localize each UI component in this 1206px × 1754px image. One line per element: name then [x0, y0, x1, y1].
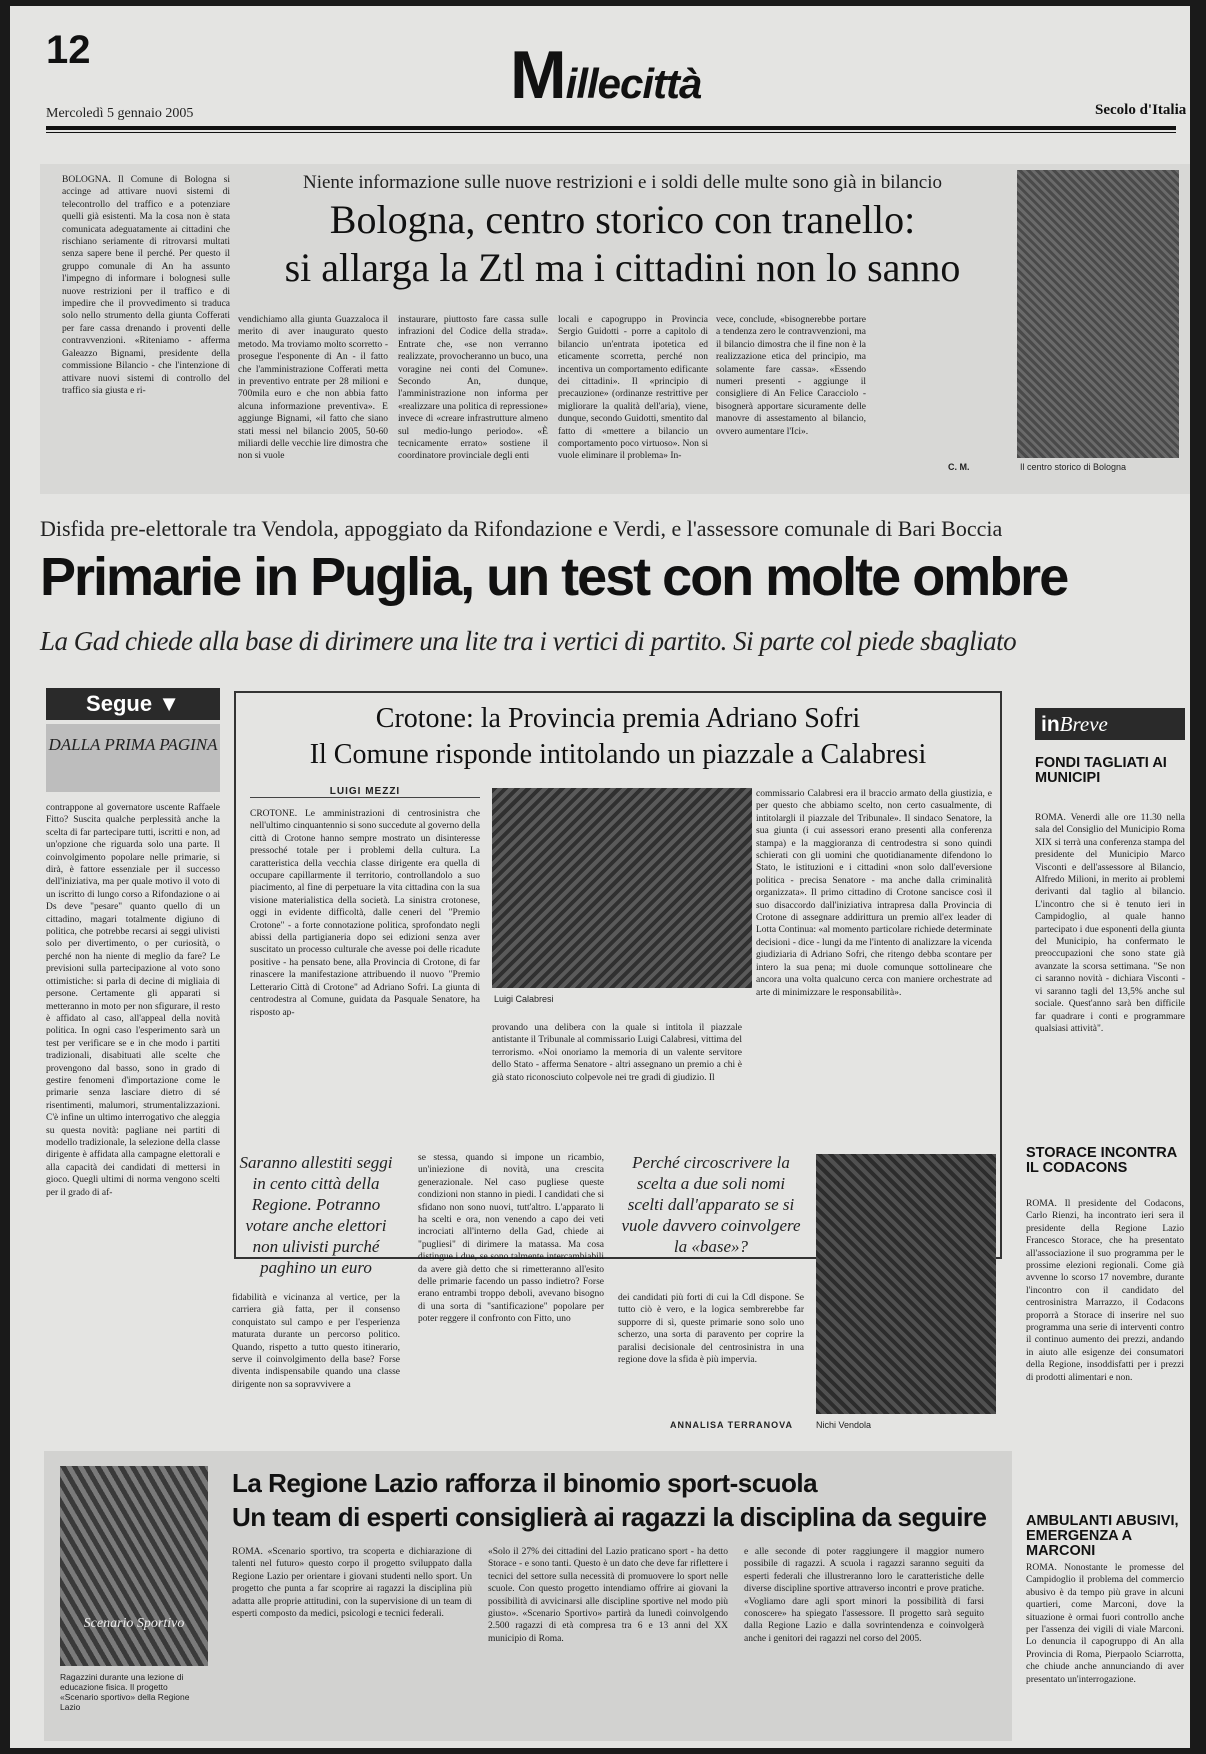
bologna-headline — [235, 196, 1010, 292]
puglia-deck: La Gad chiede alla base di dirimere una lite tra i vertici di partito. Si parte col piede sbagliato — [40, 626, 1017, 656]
lazio-headline — [232, 1466, 1002, 1534]
puglia-column-mid-b: se stessa, quando si impone un ricambio, un'iniezione di novità, una crescita generazionale. Nel caso pugliese queste condizioni non stanno in piedi. I candidati che si sfidano non sono nuovi, tutt'altro. L'apparato li ha scelti e ora, non venendo a capo dei veti incrociati all'interno della Gad, chiede ai "pugliesi" di dirimere la matassa. Ma cosa distingue i due, se sono talmente intercambiabili da avere già detto che si rimetteranno all'esito delle primarie facendo un passo indietro? Forse erano entrambi troppo deboli, avevano bisogno di una sorta di "santificazione" popolare per poter reggere il confronto con Fitto, uno — [418, 1153, 604, 1325]
lazio-photo-caption: Ragazzini durante una lezione di educazione fisica. Il progetto «Scenario sportivo» della Regione Lazio — [60, 1672, 190, 1712]
vendola-photo — [816, 1154, 996, 1414]
scenario-sportivo-photo — [60, 1466, 208, 1666]
brief-1-text: ROMA. Venerdì alle ore 11.30 nella sala del Consiglio del Municipio Roma XIX si terrà una conferenza stampa del presidente del Municipio Marco Visconti e dell'assessore al Bilancio, Alfredo Milioni, in merito ai problemi derivanti dal taglio al bilancio. L'incontro che si è tenuto ieri in Campidoglio, al quale hanno partecipato i due esponenti della giunta del Municipio, ha confermato le preoccupazioni che sono state già avanzate la scorsa settimana. "Se non ci saranno novità - dichiara Visconti - vi saranno tagli del 13,5% anche sul sociale. Quest'anno sarà ben difficile far quadrare i conti e programmare qualsiasi attività". — [1035, 813, 1185, 1034]
vendola-photo-caption: Nichi Vendola — [816, 1420, 872, 1430]
bologna-signature: C. M. — [948, 462, 970, 472]
segue-text: Segue — [86, 691, 153, 716]
newspaper-page — [10, 6, 1190, 1748]
masthead-rule-thin — [46, 132, 1176, 133]
puglia-pull-quote: Saranno allestiti seggi in cento città della Regione. Potranno votare anche elettori non ulivisti purché paghino un euro — [239, 1153, 393, 1277]
lazio-column-2: «Solo il 27% dei cittadini del Lazio praticano sport - ha detto Storace - e sono tanti. Questo è un dato che deve far riflettere i tecnici del settore sulla necessità di promuovere lo sport nelle scuole. Con questo progetto intendiamo offrire ai giovani la possibilità di avvicinarsi alle discipline sportive nel modo più giusto». «Scenario Sportivo» partirà da lunedì coinvolgendo 2.500 ragazzi di età compresa tra 6 e 13 anni del XX municipio di Roma. — [488, 1547, 728, 1644]
lazio-headline-line1: La Regione Lazio rafforza il binomio sport-scuola — [232, 1468, 818, 1498]
puglia-column-mid-c: dei candidati più forti di cui la Cdl dispone. Se tutto ciò è vero, e la logica sembrerebbe far supporre di sì, queste primarie sono solo uno scherzo, una sorta di paravento per coprire la paralisi decisionale del centrosinistra in una regione dove la sfida è più impervia. — [618, 1293, 804, 1366]
puglia-signature: ANNALISA TERRANOVA — [670, 1420, 793, 1430]
brief-2-title: STORACE INCONTRA IL CODACONS — [1026, 1145, 1177, 1176]
brief-3-title: AMBULANTI ABUSIVI, EMERGENZA A MARCONI — [1026, 1513, 1179, 1559]
puglia-column-mid-a: fidabilità e vicinanza al vertice, per la carriera già fatta, per il consenso conquistato sul campo e per l'esperienza maturata durante un percorso politico. Quando, rispetto a tutto questo itinerario, serve il coinvolgimento della base? Forse diventa indispensabile quando una classe dirigente non sa sopravvivere a — [232, 1293, 400, 1390]
bologna-column-4: locali e capogruppo in Provincia Sergio Guidotti - porre a capitolo di bilancio un'entrata ipotetica ed eticamente scorretta, perché non incentiva un comportamento edificante dei cittadini». Il «principio di precauzione» (ordinanze restrittive per migliorare la qualità dell'aria), viene, dunque, secondo Guidotti, smentito dal fatto di «mettere a bilancio un comportamento poco virtuoso». Non si vuole eliminare il problema» In- — [558, 315, 708, 462]
masthead-rule — [46, 126, 1176, 130]
logo-rest: illecittà — [565, 60, 702, 107]
bologna-column-1: BOLOGNA. Il Comune di Bologna si accinge ad attivare nuovi sistemi di telecontrollo del traffico e a potenziare quelli già esistenti. Ma la cosa non è stata comunicata adeguatamente ai cittadini che rischiano seriamente di ritrovarsi multati senza sapere bene il perché. Per questo il gruppo comunale di An ha assunto l'impegno di informare i bolognesi sulle nuove restrizioni per il traffico e di impedire che il provvedimento si traduca solo nello strumento della giunta Cofferati per fare cassa drenando i proventi delle contravvenzioni. «Riteniamo - afferma Galeazzo Bignami, presidente della commissione Bilancio - che l'intenzione di attivare nuovi sistemi di controllo del traffico sia giusta e ri- — [62, 175, 230, 396]
crotone-headline-line2: Il Comune risponde intitolando un piazzale a Calabresi — [309, 739, 927, 770]
crotone-headline — [250, 701, 986, 773]
crotone-byline: LUIGI MEZZI — [250, 786, 480, 798]
calabresi-photo — [492, 788, 752, 988]
bologna-column-6 — [858, 314, 1008, 454]
logo-initial: M — [510, 37, 566, 113]
bologna-aerial-photo — [1017, 170, 1179, 458]
brief-1-title: FONDI TAGLIATI AI MUNICIPI — [1035, 755, 1167, 786]
lazio-column-3: e alle seconde di poter raggiungere il maggior numero possibile di ragazzi. A scuola i ragazzi saranno seguiti da esperti federali che illustreranno loro le caratteristiche delle diverse discipline sportive attraverso incontri e prove pratiche. «Vogliamo dare agli sport minori la possibilità di farsi conoscere» ha spiegato l'assessore. Il progetto sarà seguito dalla Regione Lazio e dalla sovrintendenza e coinvolgerà anche i genitori dei ragazzi nel corso del 2005. — [744, 1547, 984, 1644]
bologna-headline-line2: si allarga la Ztl ma i cittadini non lo sanno — [284, 245, 961, 290]
in-breve-in: in — [1041, 713, 1060, 736]
puglia-pull-quote-2: Perché circoscrivere la scelta a due soli nomi scelti dall'apparato se si vuole davvero coinvolgere la «base»? — [621, 1153, 801, 1256]
segue-label — [46, 688, 220, 720]
scenario-sportivo-label: Scenario Sportivo — [83, 1616, 185, 1631]
bologna-kicker: Niente informazione sulle nuove restrizioni e i soldi delle multe sono già in bilancio — [303, 172, 942, 193]
brief-2-text: ROMA. Il presidente del Codacons, Carlo Rienzi, ha incontrato ieri sera il presidente della Regione Lazio Francesco Storace, che ha presentato all'associazione il suo programma per le prossime elezioni regionali. Come già avvenne lo scorso 17 novembre, durante l'incontro con il candidato del centrosinistra Marrazzo, il Codacons proporrà a Storace di inserire nel suo programma una serie di interventi contro il continuo aumento dei prezzi, andando in aiuto alle esigenze dei consumatori della Regione, insoddisfatti per i prezzi di prodotti alimentari e non. — [1026, 1199, 1184, 1383]
in-breve-label — [1035, 708, 1185, 740]
crotone-column-1: CROTONE. Le amministrazioni di centrosinistra che nell'ultimo cinquantennio si sono succedute al governo della città di Crotone hanno sempre mostrato un disinteresse pressoché totale per i problemi della cultura. La caratteristica della vecchia classe dirigente era quella di occupare capillarmente il territorio, controllandolo a suo piacimento, al fine di perpetuare la vita cittadina con la sua visione materialistica della società. La sinistra crotonese, oggi in evidente difficoltà, dalle ceneri del "Premio Crotone" - a forte connotazione politica, sprofondato negli abissi della partigianeria dopo sei edizioni senza aver suscitato un processo culturale che avesse poi delle ricadute positive - ha pensato bene, alla Provincia di Crotone, di far rinascere la manifestazione attribuendo il nuovo "Premio Letterario Città di Crotone" ad Adriano Sofri. La giunta di centrodestra al Comune, guidata da Pasquale Senatore, ha risposto ap- — [250, 809, 480, 1018]
brief-3-text: ROMA. Nonostante le promesse del Campidoglio il problema del commercio abusivo è da tempo più grave in alcuni quartieri, come Marconi, dove la situazione è ormai fuori controllo anche per l'assenza dei vigili di viale Marconi. Lo denuncia il capogruppo di An alla Provincia di Roma, Pierpaolo Sciarrotta, che chiude anche annunciando di aver presentato un'interrogazione. — [1026, 1563, 1184, 1685]
calabresi-photo-caption: Luigi Calabresi — [494, 994, 554, 1004]
in-breve-breve: Breve — [1059, 712, 1108, 736]
page-number: 12 — [46, 28, 91, 72]
bologna-column-3: instaurare, piuttosto fare cassa sulle infrazioni del Codice della strada». Entrate che, «se non verranno realizzate, provocheranno un buco, una voragine nei conti del Comune». Secondo An, dunque, l'amministrazione non informa per «realizzare una politica di repressione» invece di «creare infrastrutture almeno sul medio-lungo periodo». «È tecnicamente errato» sostiene il coordinatore provinciale degli enti — [398, 315, 548, 462]
lazio-headline-line2: Un team di esperti consiglierà ai ragazzi la disciplina da seguire — [232, 1502, 987, 1532]
bologna-column-2: vendichiamo alla giunta Guazzaloca il merito di aver inaugurato questo metodo. Ma troviamo molto scorretto - prosegue l'esponente di An - il fatto che l'amministrazione Cofferati metta in preventivo entrate per 28 milioni e 700mila euro e che non abbia fatto alcuna informazione preventiva». E aggiunge Bignami, «il fatto che siano stati messi nel bilancio 2005, 50-60 miliardi delle vecchie lire dimostra che non si vuole — [238, 315, 388, 462]
puglia-kicker: Disfida pre-elettorale tra Vendola, appoggiato da Rifondazione e Verdi, e l'assessore comunale di Bari Boccia — [40, 516, 1003, 541]
section-logo — [510, 36, 701, 114]
crotone-column-2: provando una delibera con la quale si intitola il piazzale antistante il Tribunale al commissario Luigi Calabresi, vittima del terrorismo. «Noi onoriamo la memoria di un valente servitore dello Stato - afferma Senatore - altri assegnano un premio a chi è già stato riconosciuto colpevole nei tre gradi di giudizio. Il — [492, 1023, 742, 1083]
lazio-column-1: ROMA. «Scenario sportivo, tra scoperta e dichiarazione di talenti nel futuro» questo corpo il progetto sviluppato dalla Regione Lazio per orientare i giovani studenti nello sport. Un progetto che punta a far scoprire ai ragazzi la disciplina più adatta alle proprie attitudini, con la supervisione di un team di esperti composto da medici, psicologi e tecnici federali. — [232, 1547, 472, 1620]
crotone-headline-line1: Crotone: la Provincia premia Adriano Sofri — [375, 703, 861, 734]
triangle-down-icon: ▼ — [158, 691, 180, 716]
bologna-headline-line1: Bologna, centro storico con tranello: — [329, 197, 916, 242]
bologna-photo-caption: Il centro storico di Bologna — [1020, 462, 1127, 472]
crotone-column-3: commissario Calabresi era il braccio armato della giustizia, e per questo che abbiamo scelto, non certo casualmente, di intitolargli il piazzale del Tribunale». Il sindaco Senatore, la sua giunta (i cui assessori erano presenti alla conferenza stampa) e la maggioranza di centrodestra si sono quindi schierati con gli uomini che quotidianamente difendono lo Stato, le istituzioni e i cittadini «non solo dall'eversione politica - precisa Senatore - ma anche dalla criminalità organizzata». Il primo cittadino di Crotone sancisce così il suo disaccordo dall'iniziativa intrapresa dalla Provincia di Crotone di assegnare addirittura un premio all'ex leader di Lotta Continua: «al momento particolare richiede determinate decisioni - dice - lungi da me l'intento di analizzare la vicenda giudiziaria di Adriano Sofri, che ritengo debba scontare per intero la sua pena; mi duole comunque sottolineare che ancora una volta qualcuno cerca con maniere orchestrate ad arte di minimizzare le responsabilità». — [756, 789, 992, 998]
puglia-headline: Primarie in Puglia, un test con molte ombre — [40, 547, 1068, 607]
puglia-column-left: contrappone al governatore uscente Raffaele Fitto? Suscita qualche perplessità anche la scelta di far partecipare tutti, iscritti e non, ad un'opzione che riguarda solo una parte. Il coinvolgimento popolare nelle primarie, si dirà, è fattore essenziale per il successo dell'iniziativa, ma per quale motivo il voto di un iscritto di lungo corso a Rifondazione o ai Ds deve "pesare" quanto quello di un cittadino, magari totalmente digiuno di politica, che potrebbe recarsi ai seggi ulivisti solo per divertimento, o per curiosità, o perché non ha niente di meglio da fare? Le previsioni sulla partecipazione al voto sono ottimistiche: si parla di decine di migliaia di persone. Certamente gli apparati si metteranno in moto per non sfigurare, il resto è affidato al caso, all'appeal della novità politica. In ogni caso l'esperimento sarà un test per verificare se e in che modo i partiti tradizionali, disabituati alle scelte che provengono dal basso, sono in grado di gestire fenomeni d'importazione come le primarie senza lasciare dietro di sé risentimenti, malumori, strumentalizzazioni. C'è infine un ultimo interrogativo che aleggia su questa novità: pagliane nei partiti di modello tradizionale, la selezione della classe dirigente è affidata alla campagne elettorali e alla capacità dei candidati di mettersi in gioco. Quegli ultimi di norma vengono scelti per il grado di af- — [46, 803, 220, 1198]
bologna-column-5: vece, conclude, «bisognerebbe portare a tendenza zero le contravvenzioni, ma il bilancio dimostra che il fine non è la realizzazione etica del principio, ma solamente fare cassa». «Essendo numeri presenti - aggiunge il consigliere di An Felice Caracciolo - bisognerà apportare sicuramente delle manovre di assestamento al bilancio, ovvero aumentare l'Ici». — [716, 315, 866, 437]
dateline: Mercoledì 5 gennaio 2005 — [46, 106, 194, 121]
dalla-prima-pagina-label: DALLA PRIMA PAGINA — [46, 724, 220, 792]
newspaper-name: Secolo d'Italia — [1095, 102, 1187, 118]
